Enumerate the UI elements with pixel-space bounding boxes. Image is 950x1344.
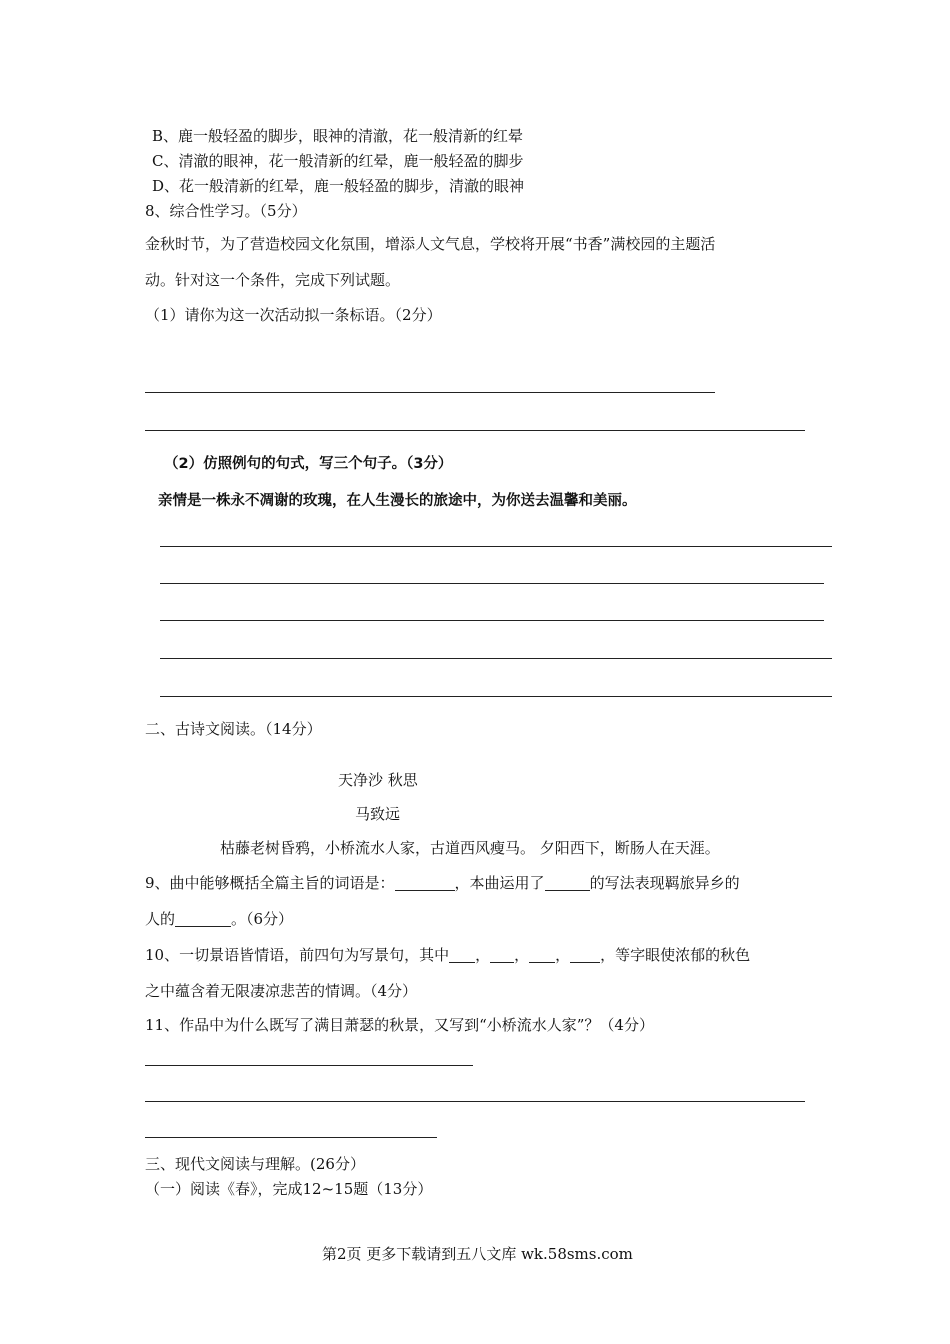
answer-line[interactable] bbox=[145, 430, 805, 431]
q8-intro-line1: 金秋时节，为了营造校园文化氛围，增添人文气息，学校将开展“书香”满校园的主题活 bbox=[145, 235, 716, 253]
blank[interactable] bbox=[570, 947, 600, 963]
answer-line[interactable] bbox=[160, 658, 832, 659]
blank[interactable] bbox=[545, 875, 590, 891]
answer-line[interactable] bbox=[145, 1101, 805, 1102]
answer-line[interactable] bbox=[145, 1065, 473, 1066]
section3-sub: （一）阅读《春》，完成12~15题（13分） bbox=[145, 1180, 433, 1198]
q8-heading: 8、综合性学习。（5分） bbox=[145, 202, 307, 220]
q10-line1: 10、一切景语皆情语，前四句为写景句，其中 ， ， ， ，等字眼使浓郁的秋色 bbox=[145, 946, 751, 964]
q8-part1: （1）请你为这一次活动拟一条标语。（2分） bbox=[145, 306, 442, 324]
blank[interactable] bbox=[449, 947, 475, 963]
blank[interactable] bbox=[395, 875, 455, 891]
blank[interactable] bbox=[529, 947, 555, 963]
poem-author: 马致远 bbox=[355, 805, 401, 823]
q11-question: 11、作品中为什么既写了满目萧瑟的秋景，又写到“小桥流水人家”？（4分） bbox=[145, 1016, 654, 1034]
q8-part2: （2）仿照例句的句式，写三个句子。（3分） bbox=[164, 456, 453, 472]
q7-option-d: D、花一般清新的红晕，鹿一般轻盈的脚步，清澈的眼神 bbox=[152, 177, 525, 195]
q10-line2: 之中蕴含着无限凄凉悲苦的情调。（4分） bbox=[145, 982, 418, 1000]
poem-text: 枯藤老树昏鸦，小桥流水人家，古道西风瘦马。 夕阳西下，断肠人在天涯。 bbox=[220, 839, 720, 857]
answer-line[interactable] bbox=[160, 696, 832, 697]
answer-line[interactable] bbox=[145, 392, 715, 393]
answer-line[interactable] bbox=[160, 546, 832, 547]
poem-title: 天净沙 秋思 bbox=[338, 771, 418, 789]
answer-line[interactable] bbox=[145, 1137, 437, 1138]
page-footer: 第2页 更多下载请到五八文库 wk.58sms.com bbox=[322, 1245, 633, 1263]
blank[interactable] bbox=[175, 911, 231, 927]
q8-intro-line2: 动。针对这一个条件，完成下列试题。 bbox=[145, 271, 401, 289]
q9-line2: 人的 。（6分） bbox=[145, 910, 294, 928]
q7-option-c: C、清澈的眼神，花一般清新的红晕，鹿一般轻盈的脚步 bbox=[152, 152, 524, 170]
section2-heading: 二、古诗文阅读。（14分） bbox=[145, 720, 322, 738]
answer-line[interactable] bbox=[160, 620, 824, 621]
blank[interactable] bbox=[490, 947, 514, 963]
section3-heading: 三、现代文阅读与理解。(26分） bbox=[145, 1155, 365, 1173]
q7-option-b: B、鹿一般轻盈的脚步，眼神的清澈，花一般清新的红晕 bbox=[152, 127, 524, 145]
q9-line1: 9、曲中能够概括全篇主旨的词语是： ，本曲运用了 的写法表现羁旅异乡的 bbox=[145, 874, 740, 892]
answer-line[interactable] bbox=[160, 583, 824, 584]
q8-example-sentence: 亲情是一株永不凋谢的玫瑰，在人生漫长的旅途中，为你送去温馨和美丽。 bbox=[158, 493, 637, 509]
